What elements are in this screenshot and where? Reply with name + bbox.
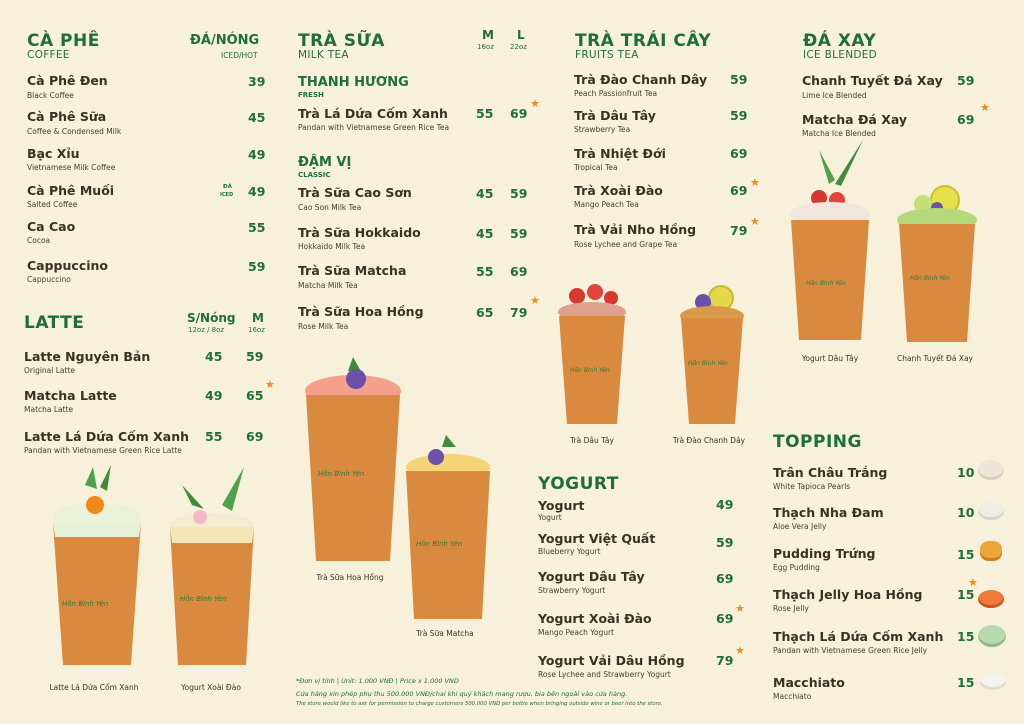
- classic-sub: CLASSIC: [298, 171, 331, 179]
- menu-item-name: Cappuccino: [27, 258, 108, 273]
- menu-item-price: 49: [248, 184, 266, 199]
- price-l: 59: [510, 186, 528, 201]
- menu-item-price: 59: [730, 72, 748, 87]
- menu-item-name: Cà Phê Đen: [27, 73, 108, 88]
- menu-item-name: Trà Sữa Matcha: [298, 263, 407, 278]
- cup-illustration: [400, 433, 495, 623]
- price-m: 65: [246, 388, 264, 403]
- cup-illustration: [45, 465, 145, 670]
- menu-item-name: Trà Lá Dứa Cốm Xanh: [298, 106, 448, 121]
- star-icon: ★: [735, 644, 745, 657]
- star-icon: ★: [750, 176, 760, 189]
- aloe-image: [978, 502, 1004, 520]
- brand-logo: Hồn Bình Yên: [62, 600, 109, 608]
- brand-logo: Hồn Bình Yên: [570, 367, 610, 374]
- menu-item-name: Latte Nguyên Bản: [24, 349, 151, 364]
- menu-item-price: 55: [248, 220, 266, 235]
- star-icon: ★: [265, 378, 275, 391]
- outside-drinks-note-en: The store would like to ask for permission to charge customers 500,000 VND per bottle when bringing outside wine or beer into the store.: [296, 701, 663, 707]
- photo-caption: Yogurt Xoài Đào: [181, 683, 241, 692]
- price-s: 55: [205, 429, 223, 444]
- menu-item-price: 49: [248, 147, 266, 162]
- menu-item-en: Vietnamese Milk Coffee: [27, 163, 116, 172]
- menu-item-en: Cappuccino: [27, 275, 71, 284]
- star-icon: ★: [530, 97, 540, 110]
- pudding-image: [980, 541, 1002, 561]
- photo-caption: Trà Dâu Tây: [570, 436, 614, 445]
- menu-item-name: Trà Sữa Cao Sơn: [298, 185, 412, 200]
- menu-item-price: 69: [730, 183, 748, 198]
- menu-item-en: Rose Lychee and Strawberry Yogurt: [538, 670, 671, 679]
- brand-logo: Hồn Bình Yên: [180, 595, 227, 603]
- photo-caption: Trà Sữa Matcha: [416, 629, 474, 638]
- menu-item-en: Rose Jelly: [773, 604, 809, 613]
- coffee-subtitle: COFFEE: [27, 49, 70, 61]
- cup-illustration: [785, 140, 875, 345]
- tapioca-image: [978, 460, 1004, 480]
- menu-item-price: 59: [730, 108, 748, 123]
- star-icon: ★: [735, 602, 745, 615]
- menu-item-name: Yogurt: [538, 498, 585, 513]
- menu-item-en: Peach Passionfruit Tea: [574, 89, 658, 98]
- macchiato-image: [980, 674, 1006, 690]
- blended-subtitle: ICE BLENDED: [803, 49, 878, 61]
- price-m: 45: [476, 226, 494, 241]
- coffee-title: CÀ PHÊ: [27, 31, 100, 51]
- star-icon: ★: [750, 215, 760, 228]
- menu-item-name: Thạch Jelly Hoa Hồng: [773, 587, 923, 602]
- menu-item-name: Matcha Latte: [24, 388, 117, 403]
- menu-item-name: Latte Lá Dứa Cốm Xanh: [24, 429, 190, 444]
- price-l: 79: [510, 305, 528, 320]
- yogurt-title: YOGURT: [538, 474, 619, 494]
- latte-col2: M: [252, 311, 264, 325]
- coffee-col-label: ĐÁ/NÓNG: [190, 33, 260, 48]
- cup-illustration: [893, 180, 981, 345]
- menu-item-en: Rose Milk Tea: [298, 322, 349, 331]
- brand-logo: Hồn Bình Yên: [806, 280, 846, 287]
- menu-item-name: Thạch Lá Dứa Cốm Xanh: [773, 629, 944, 644]
- menu-item-name: Chanh Tuyết Đá Xay: [802, 73, 943, 88]
- photo-caption: Chanh Tuyết Đá Xay: [896, 354, 973, 363]
- menu-item-en: Strawberry Yogurt: [538, 586, 606, 595]
- milktea-col1: M: [482, 28, 494, 42]
- latte-col1: S/Nóng: [187, 311, 236, 325]
- menu-item-price: 10: [957, 465, 975, 480]
- menu-item-name: Yogurt Việt Quất: [538, 531, 656, 546]
- menu-item-en: White Tapioca Pearls: [773, 482, 851, 491]
- menu-item-price: 59: [716, 535, 734, 550]
- iced-tag: ĐÁ: [223, 184, 232, 190]
- menu-item-en: Cao Son Milk Tea: [298, 203, 362, 212]
- menu-item-name: Trà Dâu Tây: [574, 108, 656, 123]
- menu-item-en: Aloe Vera Jelly: [773, 522, 827, 531]
- menu-item-en: Lime Ice Blended: [802, 91, 867, 100]
- menu-item-en: Egg Pudding: [773, 563, 820, 572]
- menu-item-en: Mango Peach Tea: [574, 200, 639, 209]
- brand-logo: Hồn Bình Yên: [416, 540, 463, 548]
- menu-item-name: Trà Xoài Đào: [574, 183, 663, 198]
- menu-item-price: 69: [716, 611, 734, 626]
- rose-jelly-image: [978, 590, 1004, 608]
- price-l: 69: [510, 106, 528, 121]
- coffee-col-sub: ICED/HOT: [221, 51, 258, 60]
- menu-item-name: Ca Cao: [27, 219, 76, 234]
- menu-item-name: Bạc Xỉu: [27, 146, 80, 161]
- topping-title: TOPPING: [773, 432, 862, 452]
- photo-caption: Latte Lá Dứa Cốm Xanh: [49, 683, 139, 692]
- pandan-jelly-image: [978, 625, 1006, 647]
- menu-item-price: 15: [957, 629, 975, 644]
- menu-item-price: 69: [730, 146, 748, 161]
- menu-item-price: 59: [248, 259, 266, 274]
- cup-illustration: [298, 355, 408, 565]
- milktea-title: TRÀ SỮA: [298, 31, 385, 51]
- latte-col2-sub: 16oz: [248, 326, 265, 334]
- star-icon: ★: [980, 101, 990, 114]
- latte-col1-sub: 12oz / 8oz: [188, 326, 225, 334]
- menu-item-en: Salted Coffee: [27, 200, 78, 209]
- milktea-col2: L: [517, 28, 525, 42]
- fresh-sub: FRESH: [298, 91, 324, 99]
- menu-item-price: 69: [716, 571, 734, 586]
- menu-item-en: Yogurt: [538, 513, 562, 522]
- iced-tag-en: ICED: [220, 192, 234, 198]
- menu-item-name: Thạch Nha Đam: [773, 505, 884, 520]
- menu-item-en: Rose Lychee and Grape Tea: [574, 240, 678, 249]
- menu-item-name: Yogurt Vải Dâu Hồng: [538, 653, 685, 668]
- menu-item-name: Trà Sữa Hoa Hồng: [298, 304, 424, 319]
- menu-item-name: Trà Nhiệt Đới: [574, 146, 666, 161]
- cup-illustration: [555, 282, 630, 427]
- brand-logo: Hồn Bình Yên: [318, 470, 365, 478]
- milktea-col1-sub: 16oz: [477, 43, 494, 51]
- menu-item-name: Trà Sữa Hokkaido: [298, 225, 421, 240]
- fresh-title: THANH HƯƠNG: [298, 75, 409, 90]
- menu-item-en: Matcha Milk Tea: [298, 281, 358, 290]
- photo-caption: Yogurt Dâu Tây: [801, 354, 859, 363]
- menu-item-price: 39: [248, 74, 266, 89]
- menu-item-en: Hokkaido Milk Tea: [298, 242, 366, 251]
- menu-item-name: Trà Đào Chanh Dây: [574, 72, 708, 87]
- price-m: 65: [476, 305, 494, 320]
- menu-item-en: Strawberry Tea: [574, 125, 631, 134]
- menu-item-name: Cà Phê Muối: [27, 183, 115, 198]
- menu-item-price: 69: [957, 112, 975, 127]
- price-s: 45: [205, 349, 223, 364]
- fruittea-subtitle: FRUITS TEA: [575, 49, 639, 61]
- menu-item-en: Pandan with Vietnamese Green Rice Latte: [24, 446, 182, 455]
- menu-item-en: Matcha Ice Blended: [802, 129, 876, 138]
- menu-item-price: 49: [716, 497, 734, 512]
- menu-item-en: Coffee & Condensed Milk: [27, 127, 122, 136]
- menu-item-en: Cocoa: [27, 236, 51, 245]
- price-l: 69: [510, 264, 528, 279]
- menu-item-price: 45: [248, 110, 266, 125]
- price-s: 49: [205, 388, 223, 403]
- price-l: 59: [510, 226, 528, 241]
- menu-item-name: Yogurt Dâu Tây: [538, 569, 645, 584]
- fruittea-title: TRÀ TRÁI CÂY: [575, 31, 712, 51]
- menu-item-price: 59: [957, 73, 975, 88]
- latte-title: LATTE: [24, 313, 85, 333]
- menu-item-en: Mango Peach Yogurt: [538, 628, 614, 637]
- menu-item-en: Pandan with Vietnamese Green Rice Jelly: [773, 646, 928, 655]
- menu-item-price: 15: [957, 675, 975, 690]
- menu-item-price: 15: [957, 587, 975, 602]
- brand-logo: Hồn Bình Yên: [910, 275, 950, 282]
- menu-item-name: Yogurt Xoài Đào: [538, 611, 652, 626]
- menu-item-name: Cà Phê Sữa: [27, 109, 107, 124]
- menu-item-en: Tropical Tea: [574, 163, 618, 172]
- menu-item-price: 10: [957, 505, 975, 520]
- menu-item-name: Trà Vải Nho Hồng: [574, 222, 697, 237]
- menu-item-en: Matcha Latte: [24, 405, 74, 414]
- milktea-subtitle: MILK TEA: [298, 49, 349, 61]
- menu-item-price: 15: [957, 547, 975, 562]
- price-m: 55: [476, 264, 494, 279]
- menu-item-en: Original Latte: [24, 366, 76, 375]
- photo-caption: Trà Sữa Hoa Hồng: [316, 573, 384, 582]
- milktea-col2-sub: 22oz: [510, 43, 527, 51]
- menu-item-en: Blueberry Yogurt: [538, 547, 601, 556]
- classic-title: ĐẬM VỊ: [298, 155, 352, 170]
- price-m: 59: [246, 349, 264, 364]
- menu-item-price: 79: [730, 223, 748, 238]
- star-icon: ★: [968, 576, 978, 589]
- price-m: 69: [246, 429, 264, 444]
- blended-title: ĐÁ XAY: [803, 31, 877, 51]
- price-m: 45: [476, 186, 494, 201]
- brand-logo: Hồn Bình Yên: [688, 360, 728, 367]
- menu-item-en: Black Coffee: [27, 91, 74, 100]
- cup-illustration: [162, 465, 262, 670]
- photo-caption: Trà Đào Chanh Dây: [672, 436, 746, 445]
- menu-item-name: Trân Châu Trắng: [773, 465, 888, 480]
- price-m: 55: [476, 106, 494, 121]
- cup-illustration: [675, 282, 750, 427]
- menu-item-en: Pandan with Vietnamese Green Rice Tea: [298, 123, 450, 132]
- menu-item-price: 79: [716, 653, 734, 668]
- menu-item-name: Pudding Trứng: [773, 546, 876, 561]
- outside-drinks-note-vi: Cửa hàng xin phép phụ thu 500.000 VNĐ/chai khi quý khách mang rượu, bia bên ngoài vào cửa hàng.: [296, 690, 628, 698]
- star-icon: ★: [530, 294, 540, 307]
- menu-item-en: Macchiato: [773, 692, 812, 701]
- menu-item-name: Macchiato: [773, 675, 845, 690]
- menu-item-name: Matcha Đá Xay: [802, 112, 908, 127]
- unit-note: *Đơn vị tính | Unit: 1.000 VNĐ | Price x 1.000 VND: [296, 677, 459, 685]
